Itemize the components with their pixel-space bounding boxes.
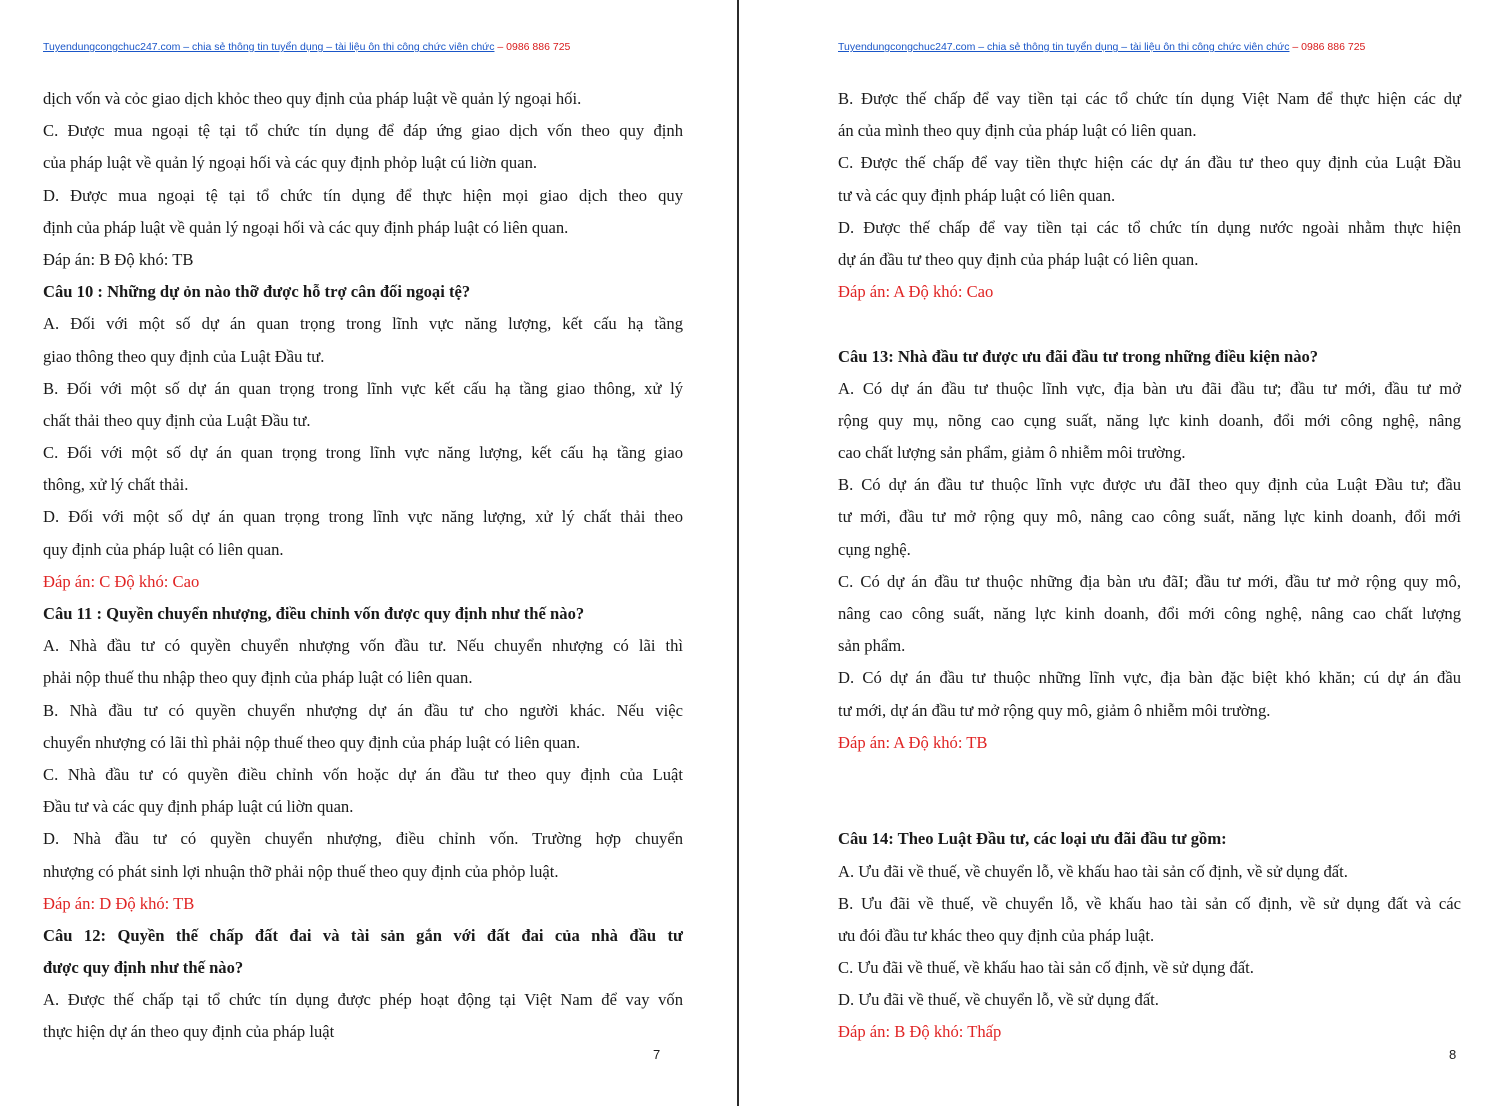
text-line: dự án đầu tư theo quy định của pháp luật có liên quan. — [838, 249, 1199, 269]
question-line: Câu 14: Theo Luật Đầu tư, các loại ưu đãi đầu tư gồm: — [838, 829, 1227, 849]
text-line: định của pháp luật về quản lý ngoại hối và các quy định pháp luật có liên quan. — [43, 217, 569, 237]
text-line: cao chất lượng sản phẩm, giảm ô nhiễm môi trường. — [838, 443, 1186, 463]
text-line: giao thông theo quy định của Luật Đầu tư. — [43, 346, 325, 366]
text-line: tư mới, đầu tư mở rộng quy mô, nâng cao công suất, năng lực kinh doanh, đổi mới — [838, 507, 1461, 527]
text-line: A. Được thế chấp tại tổ chức tín dụng được phép hoạt động tại Việt Nam để vay vốn — [43, 990, 683, 1010]
text-line: A. Có dự án đầu tư thuộc lĩnh vực, địa bàn ưu đãi đầu tư; đầu tư mới, đầu tư mở — [838, 378, 1461, 398]
text-line: quy định của pháp luật có liên quan. — [43, 539, 284, 559]
question-line: Câu 10 : Những dự ỏn nào thỡ được hỗ trợ cân đối ngoại tệ? — [43, 282, 471, 302]
header-phone: – 0986 886 725 — [1289, 41, 1366, 53]
page-header — [838, 41, 1365, 53]
text-line: nâng cao công suất, năng lực kinh doanh, đổi mới công nghệ, nâng cao chất lượng — [838, 604, 1461, 623]
text-line: A. Ưu đãi về thuế, về chuyển lỗ, về khấu hao tài sản cố định, về sử dụng đất. — [838, 861, 1348, 881]
answer-line: Đáp án: B Độ khó: Thấp — [838, 1022, 1002, 1042]
text-line: D. Được thế chấp để vay tiền tại các tổ chức tín dụng nước ngoài nhằm thực hiện — [838, 217, 1461, 237]
header-site-link[interactable]: Tuyendungcongchuc247.com – chia sẻ thông tin tuyển dụng – tài liệu ôn thi công chức viên chức — [43, 41, 495, 53]
question-line: được quy định như thế nào? — [43, 958, 244, 978]
text-line: Đáp án: B Độ khó: TB — [43, 249, 194, 269]
blank-line — [838, 791, 1461, 823]
text-line: C. Được mua ngoại tệ tại tổ chức tín dụng để đáp ứng giao dịch vốn theo quy định — [43, 121, 683, 141]
page-divider — [737, 0, 739, 1106]
text-line: B. Ưu đãi về thuế, về chuyển lỗ, về khấu hao tài sản cố định, về sử dụng đất và các — [838, 893, 1461, 913]
text-line: C. Có dự án đầu tư thuộc những địa bàn ưu đãI; đầu tư mới, đầu tư mở rộng quy mô, — [838, 571, 1461, 591]
page-content — [43, 83, 683, 1049]
text-line: A. Đối với một số dự án quan trọng trong lĩnh vực năng lượng, kết cấu hạ tầng — [43, 314, 683, 334]
text-line: chất thải theo quy định của Luật Đầu tư. — [43, 410, 311, 430]
text-line: C. Đối với một số dự án quan trọng trong lĩnh vực năng lượng, kết cấu hạ tầng giao — [43, 443, 683, 463]
header-phone: – 0986 886 725 — [494, 41, 571, 53]
text-line: D. Đối với một số dự án quan trọng trong lĩnh vực năng lượng, xử lý chất thải theo — [43, 507, 683, 527]
text-line: chuyển nhượng có lãi thì phải nộp thuế theo quy định của pháp luật có liên quan. — [43, 732, 581, 752]
header-site-link[interactable]: Tuyendungcongchuc247.com – chia sẻ thông tin tuyển dụng – tài liệu ôn thi công chức viên chức — [838, 41, 1290, 53]
text-line: B. Được thế chấp để vay tiền tại các tổ chức tín dụng Việt Nam để thực hiện các dự — [838, 89, 1461, 108]
text-line: C. Nhà đầu tư có quyền điều chỉnh vốn hoặc dự án đầu tư theo quy định của Luật — [43, 764, 683, 784]
text-line: thực hiện dự án theo quy định của pháp luật — [43, 1022, 335, 1042]
text-line: cụng nghệ. — [838, 539, 911, 559]
text-line: của pháp luật về quản lý ngoại hối và các quy định phỏp luật cú liờn quan. — [43, 153, 538, 173]
text-line: B. Nhà đầu tư có quyền chuyển nhượng dự án đầu tư cho người khác. Nếu việc — [43, 700, 683, 720]
page-7 — [0, 0, 738, 1106]
text-line: D. Được mua ngoại tệ tại tổ chức tín dụng để thực hiện mọi giao dịch theo quy — [43, 185, 683, 205]
blank-line — [838, 759, 1461, 791]
answer-line: Đáp án: C Độ khó: Cao — [43, 571, 200, 591]
text-line: A. Nhà đầu tư có quyền chuyển nhượng vốn đầu tư. Nếu chuyển nhượng có lãi thì — [43, 636, 683, 656]
text-line: rộng quy mụ, nõng cao cụng suất, năng lực kinh doanh, đổi mới công nghệ, nâng — [838, 410, 1461, 430]
text-line: án của mình theo quy định của pháp luật có liên quan. — [838, 121, 1197, 141]
page-header — [43, 41, 570, 53]
question-line: Câu 12: Quyền thế chấp đất đai và tài sản gắn với đất đai của nhà đầu tư — [43, 925, 683, 945]
answer-line: Đáp án: A Độ khó: Cao — [838, 282, 994, 302]
question-line: Câu 13: Nhà đầu tư được ưu đãi đầu tư trong những điều kiện nào? — [838, 346, 1319, 366]
text-line: tư và các quy định pháp luật có liên quan. — [838, 185, 1116, 205]
text-line: sản phẩm. — [838, 636, 906, 656]
text-line: dịch vốn và cỏc giao dịch khỏc theo quy định của pháp luật về quản lý ngoại hối. — [43, 89, 582, 108]
blank-line — [838, 308, 1461, 340]
answer-line: Đáp án: A Độ khó: TB — [838, 732, 988, 752]
page-8 — [741, 0, 1502, 1106]
answer-line: Đáp án: D Độ khó: TB — [43, 893, 195, 913]
text-line: B. Đối với một số dự án quan trọng trong lĩnh vực kết cấu hạ tầng giao thông, xử lý — [43, 378, 683, 398]
text-line: phải nộp thuế thu nhập theo quy định của pháp luật có liên quan. — [43, 668, 473, 688]
text-line: C. Ưu đãi về thuế, về khấu hao tài sản cố định, về sử dụng đất. — [838, 958, 1254, 978]
text-line: D. Có dự án đầu tư thuộc những lĩnh vực, địa bàn đặc biệt khó khăn; cú dự án đầu — [838, 668, 1461, 688]
question-line: Câu 11 : Quyền chuyển nhượng, điều chỉnh vốn được quy định như thế nào? — [43, 604, 585, 623]
text-line: ưu đói đầu tư khác theo quy định của pháp luật. — [838, 925, 1155, 945]
text-line: Đầu tư và các quy định pháp luật cú liờn quan. — [43, 797, 354, 817]
text-line: D. Ưu đãi về thuế, về chuyển lỗ, về sử dụng đất. — [838, 990, 1159, 1010]
page-content — [838, 83, 1461, 1049]
page-number: 8 — [1449, 1047, 1457, 1062]
text-line: C. Được thế chấp để vay tiền thực hiện các dự án đầu tư theo quy định của Luật Đầu — [838, 153, 1461, 173]
text-line: nhượng có phát sinh lợi nhuận thỡ phải nộp thuế theo quy định của phỏp luật. — [43, 861, 559, 881]
text-line: B. Có dự án đầu tư thuộc lĩnh vực được ưu đãI theo quy định của Luật Đầu tư; đầu — [838, 475, 1461, 495]
text-line: D. Nhà đầu tư có quyền chuyển nhượng, điều chỉnh vốn. Trường hợp chuyển — [43, 829, 683, 849]
text-line: thông, xử lý chất thải. — [43, 475, 189, 495]
text-line: tư mới, dự án đầu tư mở rộng quy mô, giảm ô nhiễm môi trường. — [838, 700, 1271, 720]
page-number: 7 — [653, 1047, 661, 1062]
